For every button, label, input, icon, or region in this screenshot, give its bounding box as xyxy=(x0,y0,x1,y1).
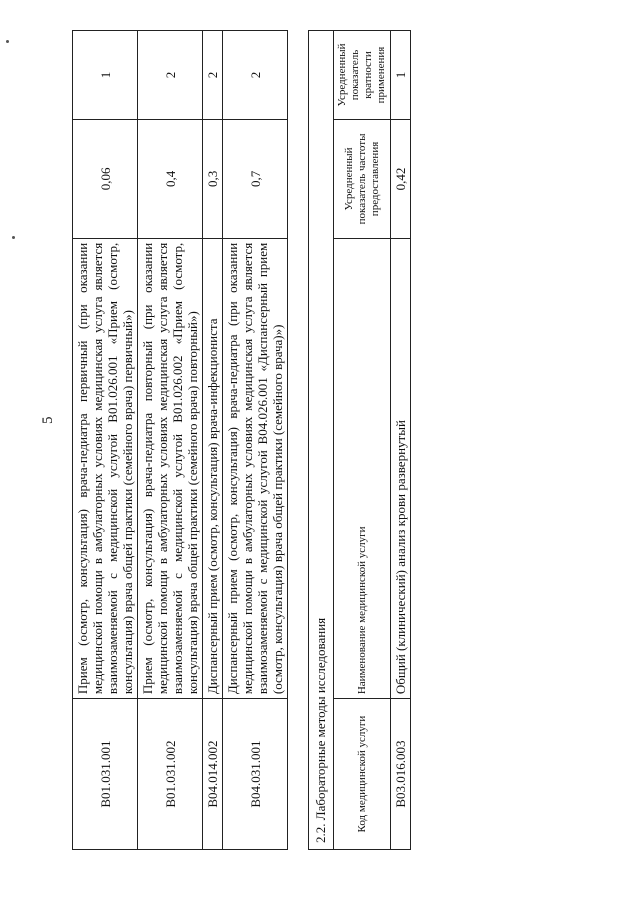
service-multiplicity: 2 xyxy=(203,31,223,120)
service-name: Прием (осмотр, консультация) врача-педиатра первичный (при оказании медицинской помощи в амбулаторных условиях медицинская услуга является взаимозаменяемой с медицинской услугой B01.026.001 «Прием (осмотр, консультация) врача общей практики (семейного врача) первичный») xyxy=(73,238,138,698)
service-multiplicity: 2 xyxy=(223,31,288,120)
scan-speck xyxy=(12,236,15,239)
lab-table xyxy=(333,30,411,850)
service-code: B01.031.002 xyxy=(138,699,203,850)
lab-code: B03.016.003 xyxy=(391,699,411,850)
header-name: Наименование медицинской услуги xyxy=(334,238,391,698)
table-row xyxy=(203,31,223,850)
table-row xyxy=(73,31,138,850)
service-code: B04.014.002 xyxy=(203,699,223,850)
header-code: Код медицинской услуги xyxy=(334,699,391,850)
service-code: B01.031.001 xyxy=(73,699,138,850)
header-frequency: Усредненный показатель частоты предоставления xyxy=(334,119,391,238)
table-row xyxy=(138,31,203,850)
service-name: Прием (осмотр, консультация) врача-педиатра повторный (при оказании медицинской помощи в амбулаторных условиях медицинская услуга является взаимозаменяемой с медицинской услугой B01.026.002 «Прием (осмотр, консультация) врача общей практики (семейного врача) повторный») xyxy=(138,238,203,698)
table-row xyxy=(223,31,288,850)
service-multiplicity: 2 xyxy=(138,31,203,120)
lab-frequency: 0,42 xyxy=(391,119,411,238)
service-name: Диспансерный прием (осмотр, консультация) врача-педиатра (при оказании медицинской помощи в амбулаторных условиях медицинская услуга является взаимозаменяемой с медицинской услугой B04.026.001 «Диспансерный прием (осмотр, консультация) врача общей практики (семейного врача)») xyxy=(223,238,288,698)
lab-header-row xyxy=(334,31,391,850)
lab-section-title: 2.2. Лабораторные методы исследования xyxy=(308,30,333,850)
service-frequency: 0,06 xyxy=(73,119,138,238)
services-table xyxy=(72,30,288,850)
lab-name: Общий (клинический) анализ крови развернутый xyxy=(391,238,411,698)
scan-speck xyxy=(6,40,9,43)
rotated-content xyxy=(72,30,411,850)
header-multiplicity: Усредненный показатель кратности применения xyxy=(334,31,391,120)
table-row xyxy=(391,31,411,850)
service-multiplicity: 1 xyxy=(73,31,138,120)
page-number: 5 xyxy=(40,416,56,424)
service-code: B04.031.001 xyxy=(223,699,288,850)
service-name: Диспансерный прием (осмотр, консультация) врача-инфекциониста xyxy=(203,238,223,698)
service-frequency: 0,7 xyxy=(223,119,288,238)
service-frequency: 0,4 xyxy=(138,119,203,238)
service-frequency: 0,3 xyxy=(203,119,223,238)
lab-multiplicity: 1 xyxy=(391,31,411,120)
